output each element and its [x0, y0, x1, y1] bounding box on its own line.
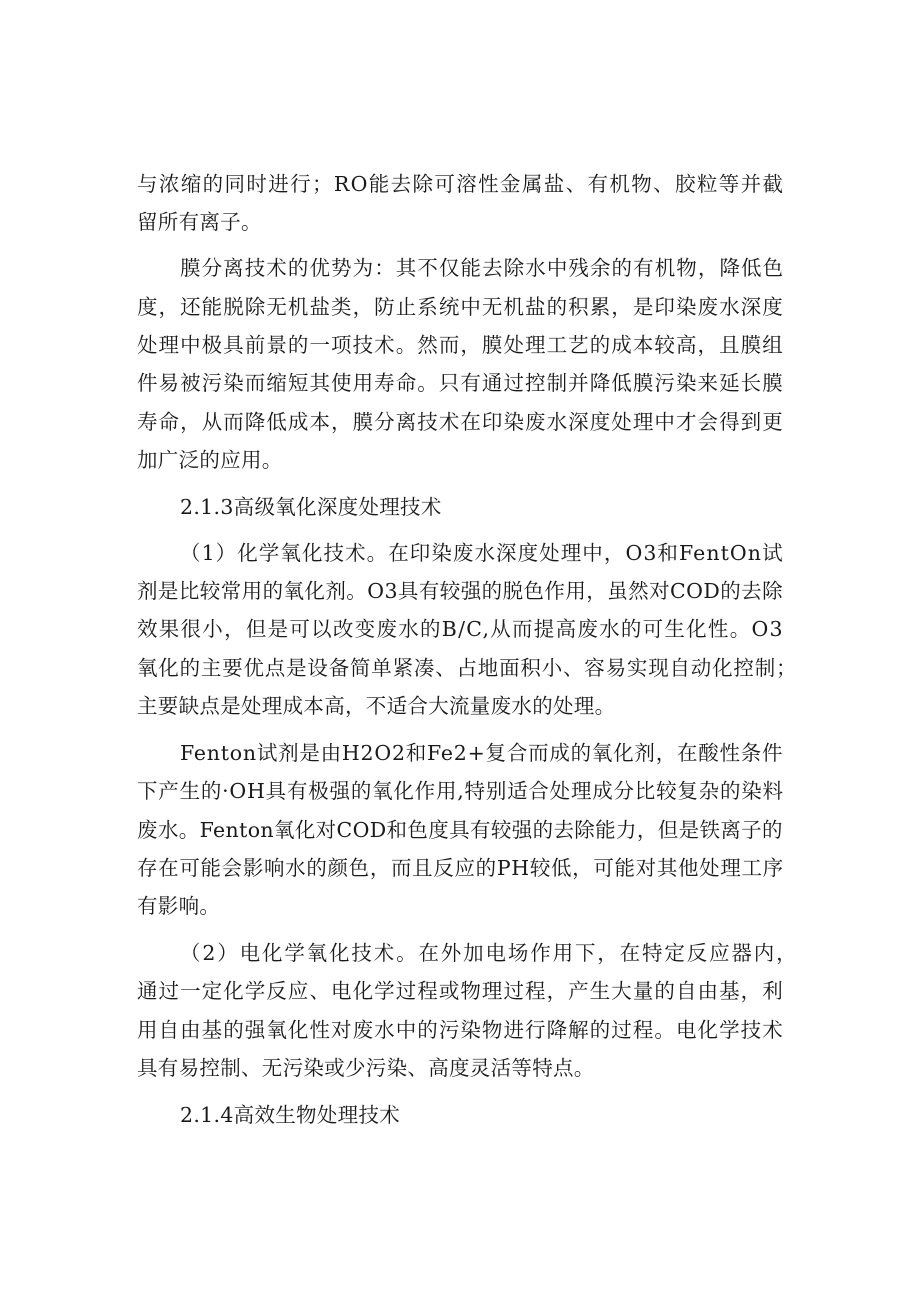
text-line-1: 与浓缩的同时进行；RO能去除可溶性金属盐、有机物、胶粒等并截: [137, 172, 785, 196]
text-line-5: 处理中极具前景的一项技术。然而，膜处理工艺的成本较高，且膜组: [137, 333, 784, 357]
text-line-2: 留所有离子。: [137, 210, 262, 234]
text-line-18: 存在可能会影响水的颜色，而且反应的PH较低，可能对其他处理工序: [137, 856, 784, 880]
text-line-11: 剂是比较常用的氧化剂。O3具有较强的脱色作用，虽然对COD的去除: [137, 579, 784, 603]
text-line-3: 膜分离技术的优势为：其不仅能去除水中残余的有机物，降低色: [180, 256, 785, 280]
text-line-6: 件易被污染而缩短其使用寿命。只有通过控制并降低膜污染来延长膜: [137, 371, 784, 395]
text-line-19: 有影响。: [137, 894, 221, 918]
text-line-14: 主要缺点是处理成本高，不适合大流量废水的处理。: [137, 694, 616, 718]
text-line-15: Fenton试剂是由H2O2和Fe2+复合而成的氧化剂，在酸性条件: [180, 741, 784, 765]
text-line-4: 度，还能脱除无机盐类，防止系统中无机盐的积累，是印染废水深度: [137, 295, 784, 319]
text-line-16: 下产生的·OH具有极强的氧化作用,特别适合处理成分比较复杂的染料: [137, 779, 784, 803]
section-heading-2-1-4: 2.1.4高效生物处理技术: [180, 1103, 401, 1127]
text-line-20: （2）电化学氧化技术。在外加电场作用下，在特定反应器内，: [180, 941, 799, 965]
text-line-10: （1）化学氧化技术。在印染废水深度处理中，O3和FentOn试: [180, 541, 784, 565]
text-line-22: 用自由基的强氧化性对废水中的污染物进行降解的过程。电化学技术: [137, 1018, 784, 1042]
text-line-23: 具有易控制、无污染或少污染、高度灵活等特点。: [137, 1056, 595, 1080]
text-line-21: 通过一定化学反应、电化学过程或物理过程，产生大量的自由基，利: [137, 979, 784, 1003]
text-line-17: 废水。Fenton氧化对COD和色度具有较强的去除能力，但是铁离子的: [137, 818, 783, 842]
text-line-7: 寿命，从而降低成本，膜分离技术在印染废水深度处理中才会得到更: [137, 410, 784, 434]
text-line-13: 氧化的主要优点是设备简单紧凑、占地面积小、容易实现自动化控制；: [137, 656, 798, 680]
text-line-8: 加广泛的应用。: [137, 448, 283, 472]
text-line-12: 效果很小，但是可以改变废水的B/C,从而提高废水的可生化性。O3: [137, 617, 784, 641]
section-heading-2-1-3: 2.1.3高级氧化深度处理技术: [180, 495, 442, 519]
